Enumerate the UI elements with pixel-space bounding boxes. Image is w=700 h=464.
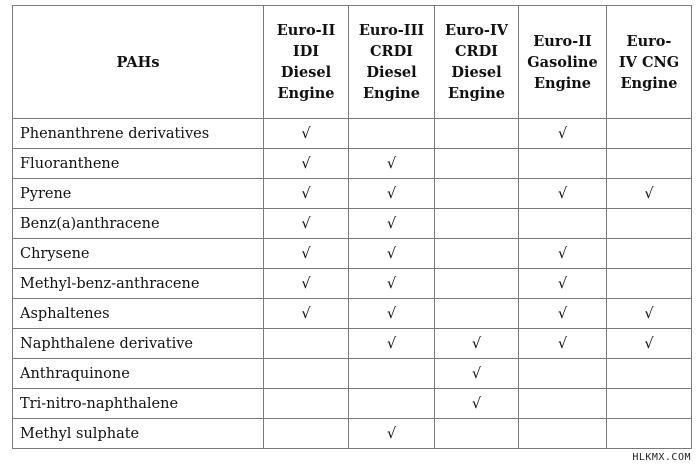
check-mark-cell: √ xyxy=(435,329,519,359)
check-mark-cell xyxy=(435,209,519,239)
check-mark-cell: √ xyxy=(264,239,349,269)
table-body xyxy=(13,119,692,449)
header-line: IV CNG xyxy=(618,53,680,71)
check-mark-cell xyxy=(349,359,435,389)
header-line: Diesel xyxy=(366,64,417,81)
table-row xyxy=(13,419,692,449)
check-mark-cell: √ xyxy=(264,179,349,209)
pah-name-cell: Naphthalene derivative xyxy=(13,329,264,359)
check-mark-cell: √ xyxy=(264,149,349,179)
check-mark-cell xyxy=(607,239,692,269)
check-mark-cell: √ xyxy=(349,329,435,359)
table-row xyxy=(13,209,692,239)
table-row xyxy=(13,359,692,389)
check-mark-cell xyxy=(435,419,519,449)
check-mark-cell: √ xyxy=(264,119,349,149)
table-row xyxy=(13,299,692,329)
check-mark-cell: √ xyxy=(264,209,349,239)
column-header-engine-5 xyxy=(607,6,692,119)
check-mark-cell: √ xyxy=(519,239,607,269)
header-line: CRDI xyxy=(370,43,413,60)
pah-name-cell: Phenanthrene derivatives xyxy=(13,119,264,149)
check-mark-cell xyxy=(264,359,349,389)
header-line: Engine xyxy=(277,85,335,102)
header-line: Diesel xyxy=(451,64,502,81)
check-mark-cell xyxy=(607,419,692,449)
check-mark-cell: √ xyxy=(349,299,435,329)
check-mark-cell xyxy=(607,389,692,419)
check-mark-cell xyxy=(435,269,519,299)
column-header-engine-4 xyxy=(519,6,607,119)
table-row xyxy=(13,179,692,209)
check-mark-cell: √ xyxy=(607,299,692,329)
check-mark-cell: √ xyxy=(264,269,349,299)
pah-name-cell: Methyl-benz-anthracene xyxy=(13,269,264,299)
header-line: Euro- xyxy=(626,32,672,50)
check-mark-cell xyxy=(607,269,692,299)
header-line: CRDI xyxy=(455,43,498,60)
check-mark-cell xyxy=(435,179,519,209)
pah-name-cell: Tri-nitro-naphthalene xyxy=(13,389,264,419)
check-mark-cell: √ xyxy=(519,329,607,359)
column-header-engine-3 xyxy=(435,6,519,119)
header-line: Diesel xyxy=(280,64,332,81)
check-mark-cell xyxy=(519,389,607,419)
table-row xyxy=(13,329,692,359)
pah-name-cell: Pyrene xyxy=(13,179,264,209)
check-mark-cell xyxy=(435,119,519,149)
check-mark-cell xyxy=(607,119,692,149)
header-line: Engine xyxy=(447,85,505,102)
pah-name-cell: Benz(a)anthracene xyxy=(13,209,264,239)
table-row xyxy=(13,269,692,299)
check-mark-cell: √ xyxy=(519,299,607,329)
check-mark-cell xyxy=(519,209,607,239)
check-mark-cell: √ xyxy=(349,419,435,449)
pah-name-cell: Anthraquinone xyxy=(13,359,264,389)
header-line: PAHs xyxy=(116,53,160,71)
pah-name-cell: Asphaltenes xyxy=(13,299,264,329)
check-mark-cell xyxy=(607,359,692,389)
check-mark-cell xyxy=(435,149,519,179)
check-mark-cell: √ xyxy=(519,179,607,209)
check-mark-cell xyxy=(264,419,349,449)
check-mark-cell: √ xyxy=(349,209,435,239)
check-mark-cell: √ xyxy=(435,389,519,419)
check-mark-cell xyxy=(349,119,435,149)
table-row xyxy=(13,389,692,419)
header-line: Euro-IV xyxy=(445,22,508,39)
table-row xyxy=(13,119,692,149)
check-mark-cell: √ xyxy=(519,119,607,149)
table-row xyxy=(13,149,692,179)
check-mark-cell: √ xyxy=(607,329,692,359)
watermark: HLKMX.COM xyxy=(632,452,691,463)
check-mark-cell: √ xyxy=(519,269,607,299)
header-line: IDI xyxy=(292,43,320,60)
table-header-row xyxy=(13,6,692,119)
header-line: Euro-II xyxy=(533,32,592,50)
header-line: Engine xyxy=(620,74,678,92)
pah-name-cell: Fluoranthene xyxy=(13,149,264,179)
check-mark-cell: √ xyxy=(435,359,519,389)
header-line: Gasoline xyxy=(527,53,598,71)
header-line: Euro-II xyxy=(276,22,336,39)
check-mark-cell xyxy=(607,209,692,239)
check-mark-cell: √ xyxy=(349,149,435,179)
check-mark-cell xyxy=(435,299,519,329)
pah-name-cell: Chrysene xyxy=(13,239,264,269)
column-header-pahs xyxy=(13,6,264,119)
column-header-engine-1 xyxy=(264,6,349,119)
header-line: Euro-III xyxy=(358,22,425,39)
pah-name-cell: Methyl sulphate xyxy=(13,419,264,449)
check-mark-cell: √ xyxy=(349,239,435,269)
check-mark-cell: √ xyxy=(607,179,692,209)
header-line: Engine xyxy=(533,74,591,92)
check-mark-cell xyxy=(519,419,607,449)
check-mark-cell xyxy=(519,149,607,179)
check-mark-cell xyxy=(264,389,349,419)
check-mark-cell xyxy=(264,329,349,359)
pah-engine-table xyxy=(12,5,692,449)
column-header-engine-2 xyxy=(349,6,435,119)
check-mark-cell: √ xyxy=(349,269,435,299)
check-mark-cell: √ xyxy=(349,179,435,209)
header-line: Engine xyxy=(362,85,420,102)
check-mark-cell: √ xyxy=(264,299,349,329)
check-mark-cell xyxy=(607,149,692,179)
check-mark-cell xyxy=(519,359,607,389)
table-row xyxy=(13,239,692,269)
check-mark-cell xyxy=(435,239,519,269)
check-mark-cell xyxy=(349,389,435,419)
